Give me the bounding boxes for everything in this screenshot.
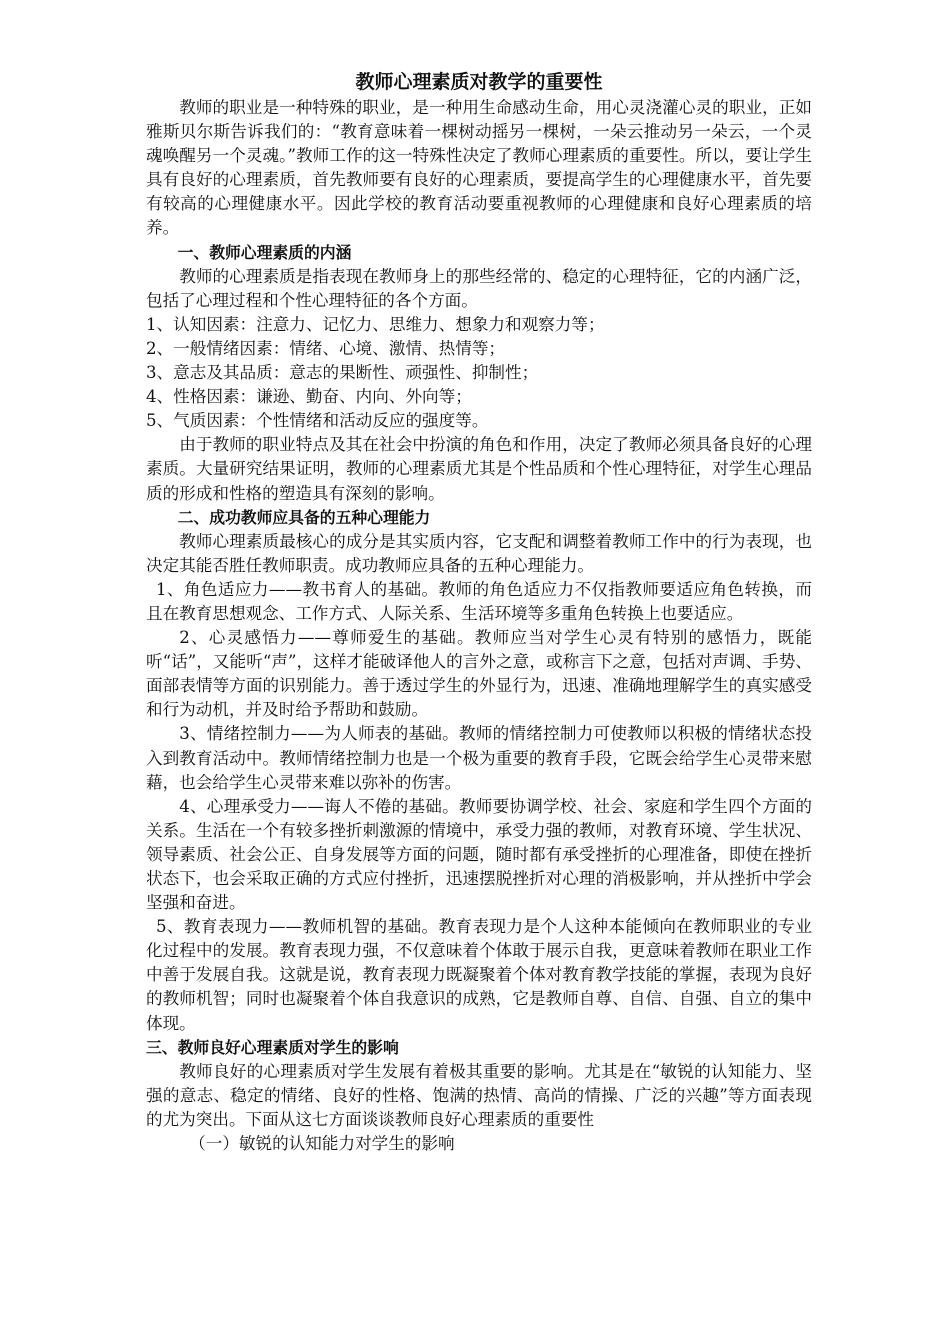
section-heading-1: 一、教师心理素质的内涵 <box>177 242 352 262</box>
list-item: 3、意志及其品质：意志的果断性、顽强性、抑制性； <box>146 363 539 383</box>
ability-paragraph: 2、心灵感悟力——尊师爱生的基础。教师应当对学生心灵有特别的感悟力，既能听“话”，又能听“声”，这样才能破译他人的言外之意，或称言下之意，包括对声调、手势、面部表情等方面的识别能力。善于透过学生的外显行为，迅速、准确地理解学生的真实感受和行为动机，并及时给予帮助和鼓励。 <box>146 628 812 720</box>
section-heading-2: 二、成功教师应具备的五种心理能力 <box>177 507 431 527</box>
document-page <box>146 68 812 1156</box>
section1-paragraph: 教师的心理素质是指表现在教师身上的那些经常的、稳定的心理特征，它的内涵广泛，包括了心理过程和个性心理特征的各个方面。 <box>146 266 812 310</box>
page-title: 教师心理素质对教学的重要性 <box>355 71 603 93</box>
list-item: 2、一般情绪因素：情绪、心境、激情、热情等； <box>146 338 506 358</box>
section2-paragraph: 教师心理素质最核心的成分是其实质内容，它支配和调整着教师工作中的行为表现，也决定其能否胜任教师职责。成功教师应具备的五种心理能力。 <box>146 531 812 575</box>
section-heading-3: 三、教师良好心理素质对学生的影响 <box>146 1037 399 1057</box>
subsection-heading: （一）敏锐的认知能力对学生的影响 <box>189 1134 455 1154</box>
list-item: 1、认知因素：注意力、记忆力、思维力、想象力和观察力等； <box>146 314 605 334</box>
ability-paragraph: 5、教育表现力——教师机智的基础。教育表现力是个人这种本能倾向在教师职业的专业化过程中的发展。教育表现力强，不仅意味着个体敢于展示自我，更意味着教师在职业工作中善于发展自我。这就是说，教育表现力既凝聚着个体对教育教学技能的掌握，表现为良好的教师机智；同时也凝聚着个体自我意识的成熟，它是教师自尊、自信、自强、自立的集中体现。 <box>146 917 812 1033</box>
ability-paragraph: 4、心理承受力——诲人不倦的基础。教师要协调学校、社会、家庭和学生四个方面的关系。生活在一个有较多挫折刺激源的情境中，承受力强的教师，对教育环境、学生状况、领导素质、社会公正、自身发展等方面的问题，随时都有承受挫折的心理准备，即使在挫折状态下，也会采取正确的方式应付挫折，迅速摆脱挫折对心理的消极影响，并从挫折中学会坚强和奋进。 <box>146 796 812 913</box>
section3-paragraph: 教师良好的心理素质对学生发展有着极其重要的影响。尤其是在“敏锐的认知能力、坚强的意志、稳定的情绪、良好的性格、饱满的热情、高尚的情操、广泛的兴趣”等方面表现的尤为突出。下面从这七方面谈谈教师良好心理素质的重要性 <box>146 1061 812 1129</box>
list-item: 5、气质因素：个性情绪和活动反应的强度等。 <box>146 411 489 431</box>
intro-paragraph: 教师的职业是一种特殊的职业，是一种用生命感动生命，用心灵浇灌心灵的职业，正如雅斯贝尔斯告诉我们的：“教育意味着一棵树动摇另一棵树，一朵云推动另一朵云，一个灵魂唤醒另一个灵魂。”教师工作的这一特殊性决定了教师心理素质的重要性。所以，要让学生具有良好的心理素质，首先教师要有良好的心理素质，要提高学生的心理健康水平，首先要有较高的心理健康水平。因此学校的教育活动要重视教师的心理健康和良好心理素质的培养。 <box>146 98 812 238</box>
ability-paragraph: 3、情绪控制力——为人师表的基础。教师的情绪控制力可使教师以积极的情绪状态投入到教育活动中。教师情绪控制力也是一个极为重要的教育手段，它既会给学生心灵带来慰藉，也会给学生心灵带来难以弥补的伤害。 <box>146 724 812 792</box>
list-item: 4、性格因素：谦逊、勤奋、内向、外向等； <box>146 387 472 407</box>
section1-closing-paragraph: 由于教师的职业特点及其在社会中扮演的角色和作用，决定了教师必须具备良好的心理素质。大量研究结果证明，教师的心理素质尤其是个性品质和个性心理特征，对学生心理品质的形成和性格的塑造具有深刻的影响。 <box>146 435 812 503</box>
ability-paragraph: 1、角色适应力——教书育人的基础。教师的角色适应力不仅指教师要适应角色转换，而且在教育思想观念、工作方式、人际关系、生活环境等多重角色转换上也要适应。 <box>146 579 812 623</box>
